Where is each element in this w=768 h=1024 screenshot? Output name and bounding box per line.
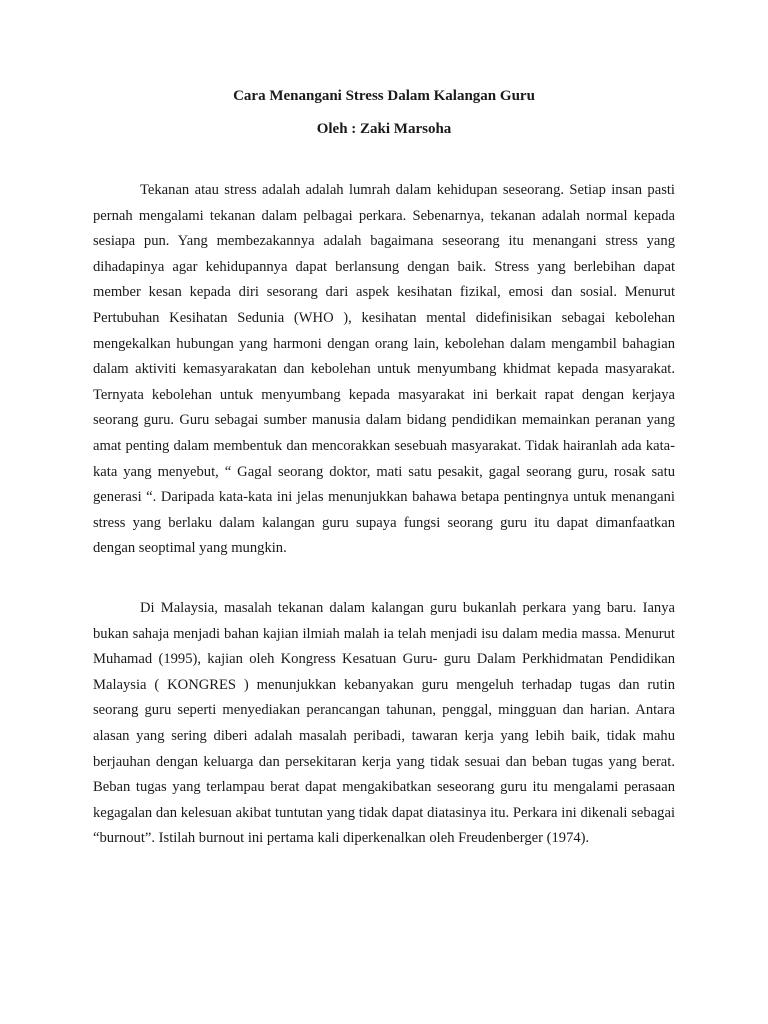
document-title: Cara Menangani Stress Dalam Kalangan Guru xyxy=(233,88,535,104)
document-author: Oleh : Zaki Marsoha xyxy=(316,121,452,137)
paragraph-2: Di Malaysia, masalah tekanan dalam kalangan guru bukanlah perkara yang baru. Ianya bukan sahaja menjadi bahan kajian ilmiah malah ia telah menjadi isu dalam media massa. Menurut Muhamad (1995), kajian oleh Kongress Kesatuan Guru- guru Dalam Perkhidmatan Pendidikan Malaysia ( KONGRES ) menunjukkan kebanyakan guru mengeluh terhadap tugas dan rutin seorang guru seperti menyediakan perancangan tahunan, penggal, mingguan dan harian. Antara alasan yang sering diberi adalah masalah peribadi, tawaran kerja yang lebih baik, tidak mahu berjauhan dengan keluarga dan persekitaran kerja yang tidak sesuai dan beban tugas yang berat. Beban tugas yang terlampau berat dapat mengakibatkan seseorang guru itu mengalami perasaan kegagalan dan kelesuan akibat tuntutan yang tidak dapat diatasinya itu. Perkara ini dikenali sebagai “burnout”. Istilah burnout ini pertama kali diperkenalkan oleh Freudenberger (1974). xyxy=(93,600,675,847)
paragraph-1: Tekanan atau stress adalah adalah lumrah dalam kehidupan seseorang. Setiap insan pasti pernah mengalami tekanan dalam pelbagai perkara. Sebenarnya, tekanan adalah normal kepada sesiapa pun. Yang membezakannya adalah bagaimana seseorang itu menangani stress yang dihadapinya agar kehidupannya dapat berlansung dengan baik. Stress yang berlebihan dapat member kesan kepada diri sesorang dari aspek kesihatan fizikal, emosi dan sosial. Menurut Pertubuhan Kesihatan Sedunia (WHO ), kesihatan mental didefinisikan sebagai kebolehan mengekalkan hubungan yang harmoni dengan orang lain, kebolehan dalam mengambil bahagian dalam aktiviti kemasyarakatan dan kebolehan untuk menyumbang khidmat kepada masyarakat. Ternyata kebolehan untuk menyumbang kepada masyarakat ini berkait rapat dengan kerjaya seorang guru. Guru sebagai sumber manusia dalam bidang pendidikan memainkan peranan yang amat penting dalam membentuk dan mencorakkan sesebuah masyarakat. Tidak hairanlah ada kata-kata yang menyebut, “ Gagal seorang doktor, mati satu pesakit, gagal seorang guru, rosak satu generasi “. Daripada kata-kata ini jelas menunjukkan bahawa betapa pentingnya untuk menangani stress yang berlaku dalam kalangan guru supaya fungsi seorang guru itu dapat dimanfaatkan dengan seoptimal yang mungkin. xyxy=(93,182,675,557)
